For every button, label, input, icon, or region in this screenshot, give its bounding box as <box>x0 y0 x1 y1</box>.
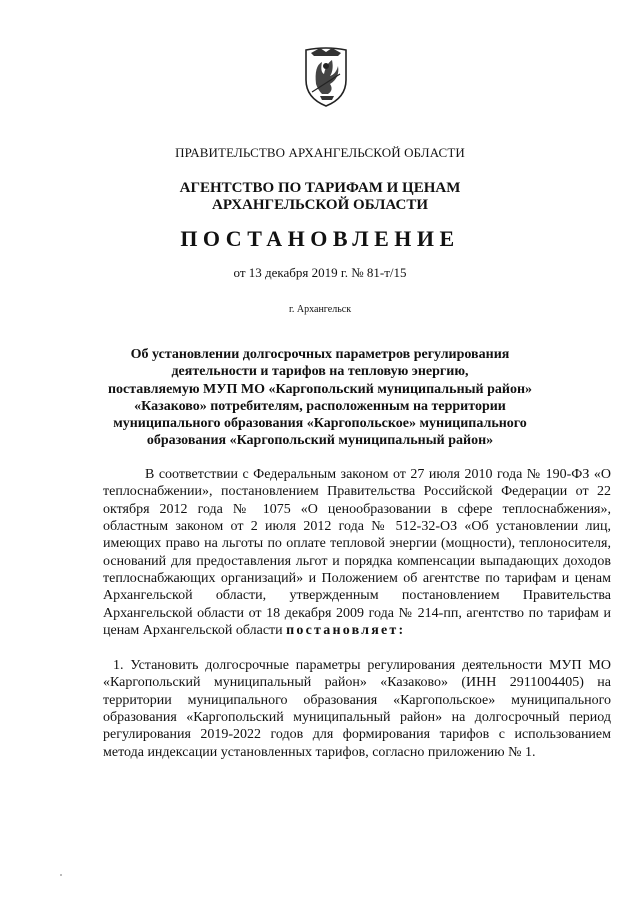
resolves-keyword: постановляет: <box>286 623 406 639</box>
subject-line: муниципального образования «Каргопольское» муниципального <box>113 416 527 432</box>
subject-line: «Казаково» потребителям, расположенным на территории <box>134 398 506 414</box>
preamble-paragraph <box>103 466 611 639</box>
subject-line: образования «Каргопольский муниципальный район» <box>146 433 494 449</box>
document-type-title: ПОСТАНОВЛЕНИЕ <box>180 226 460 251</box>
agency-heading-line: АГЕНТСТВО ПО ТАРИФАМ И ЦЕНАМ <box>179 180 461 196</box>
subject-line: деятельности и тарифов на тепловую энергию, <box>171 364 469 380</box>
item-1-paragraph: 1. Установить долгосрочные параметры регулирования деятельности МУП МО «Каргопольский муниципальный район» «Казаково» (ИНН 2911004405) на территории муниципального образования «Каргопольское» муниципального образования «Каргопольский муниципальный район» на долгосрочный период регулирования 2019-2022 годов для формирования тарифов с использованием метода индексации установленных тарифов, согласно приложению № 1. <box>103 658 611 760</box>
arkhangelsk-coat-of-arms-icon <box>300 44 352 108</box>
scan-speck <box>60 874 62 876</box>
preamble-text: В соответствии с Федеральным законом от 27 июля 2010 года № 190-ФЗ «О теплоснабжении», постановлением Правительства Российской Федерации от 22 октября 2012 года № 1075 «О ценообразовании в сфере теплоснабжения», областным законом от 2 июля 2012 года № 512-32-ОЗ «Об установлении лиц, имеющих право на льготы по оплате тепловой энергии (мощности), теплоносителя, оснований для предоставления льгот и порядка компенсации выпадающих доходов теплоснабжающих организаций» и Положением об агентстве по тарифам и ценам Архангельской области, утвержденным постановлением Правительства Архангельской области от 18 декабря 2009 года № 214-пп, агентство по тарифам и ценам Архангельской области <box>103 467 611 639</box>
subject-line: поставляемую МУП МО «Каргопольский муниципальный район» <box>107 381 533 397</box>
government-heading: ПРАВИТЕЛЬСТВО АРХАНГЕЛЬСКОЙ ОБЛАСТИ <box>175 145 465 160</box>
subject-line: Об установлении долгосрочных параметров регулирования <box>130 347 510 362</box>
agency-heading <box>0 180 640 214</box>
city-name: г. Архангельск <box>288 304 352 315</box>
date-and-number: от 13 декабря 2019 г. № 81-т/15 <box>233 265 407 280</box>
document-subject <box>0 346 640 450</box>
agency-heading-line: АРХАНГЕЛЬСКОЙ ОБЛАСТИ <box>212 197 428 213</box>
